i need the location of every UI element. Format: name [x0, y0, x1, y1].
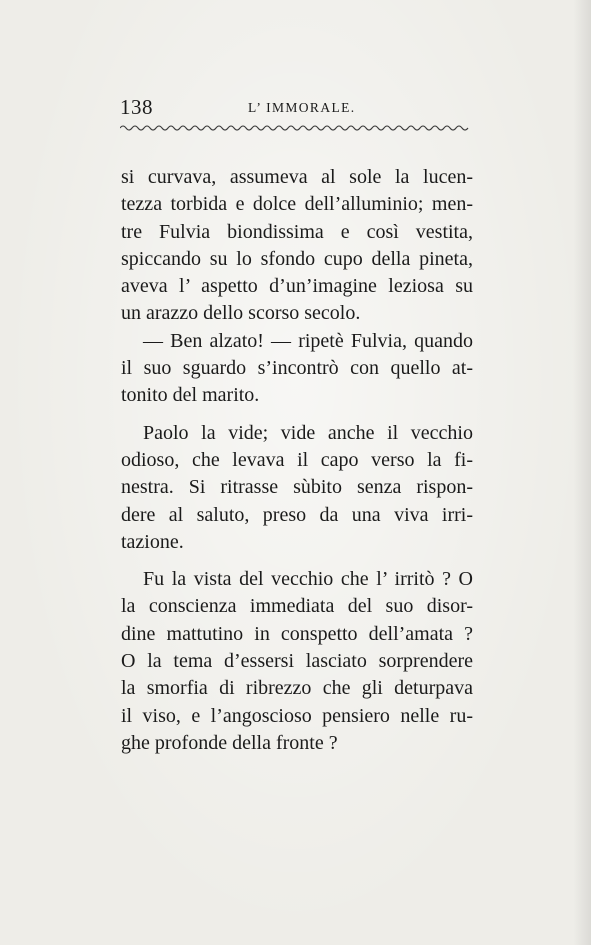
paragraph-gap [121, 410, 473, 420]
body-text [121, 164, 473, 757]
text-line: la conscienza immediata del suo disor- [121, 595, 473, 618]
paragraph-2 [121, 328, 473, 410]
text-line: spiccando su lo sfondo cupo della pineta, [121, 247, 473, 270]
text-line: la smorfia di ribrezzo che gli deturpava [121, 677, 473, 700]
text-line: odioso, che levava il capo verso la fi- [121, 448, 473, 471]
page-edge-shadow [573, 0, 591, 945]
paragraph-1 [121, 164, 473, 328]
page-header [120, 95, 470, 117]
text-line: Paolo la vide; vide anche il vecchio [143, 421, 473, 444]
running-title: L’ IMMORALE. [248, 100, 356, 115]
text-line: un arazzo dello scorso secolo. [121, 302, 361, 325]
page-number: 138 [120, 95, 153, 119]
paragraph-3 [121, 420, 473, 556]
text-line: — Ben alzato! — ripetè Fulvia, quando [143, 329, 473, 352]
text-line: dine mattutino in conspetto dell’amata ? [121, 622, 473, 645]
text-line: si curvava, assumeva al sole la lucen- [121, 166, 473, 188]
paragraph-4 [121, 566, 473, 757]
text-line: O la tema d’essersi lasciato sorprendere [121, 650, 473, 673]
text-line: aveva l’ aspetto d’un’imagine leziosa su [121, 275, 473, 298]
paragraph-gap [121, 556, 473, 566]
text-line: il suo sguardo s’incontrò con quello at- [121, 357, 473, 380]
text-line: tonito del marito. [121, 384, 260, 407]
text-line: dere al saluto, preso da una viva irri- [121, 503, 473, 526]
header-ornament-rule [120, 124, 470, 132]
text-line: tazione. [121, 530, 184, 553]
text-line: tre Fulvia biondissima e così vestita, [121, 220, 473, 243]
text-line: Fu la vista del vecchio che l’ irritò ? O [143, 568, 473, 591]
text-line: nestra. Si ritrasse sùbito senza rispon- [121, 476, 473, 499]
text-line: il viso, e l’angoscioso pensiero nelle ru- [121, 704, 473, 727]
text-line: ghe profonde della fronte ? [121, 731, 338, 754]
text-line: tezza torbida e dolce dell’alluminio; men- [121, 193, 473, 216]
